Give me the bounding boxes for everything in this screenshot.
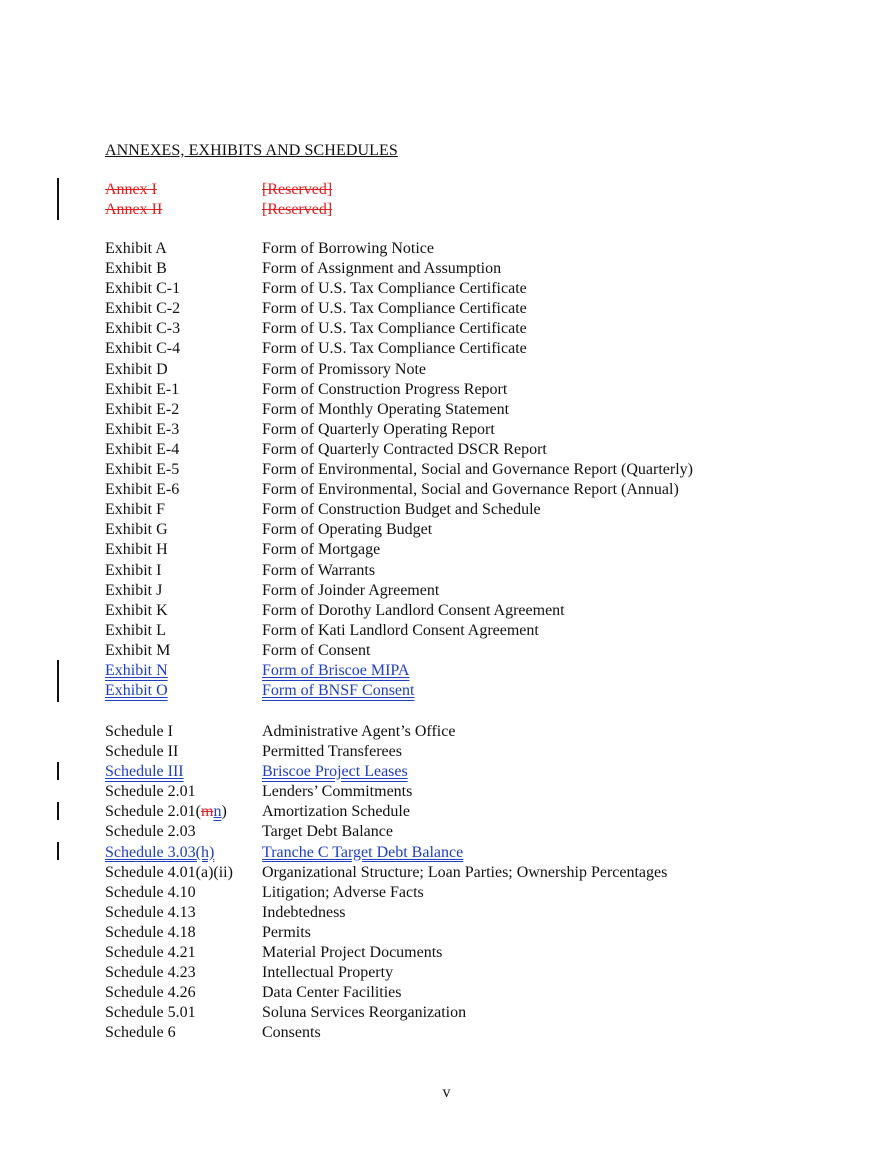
annex-id: Annex I	[105, 181, 157, 198]
schedule-id: Schedule 4.26	[105, 984, 196, 1002]
exhibit-title[interactable]: Form of BNSF Consent	[262, 682, 415, 700]
schedule-id: Schedule II	[105, 743, 179, 761]
schedule-title: Data Center Facilities	[262, 984, 402, 1002]
schedule-id: Schedule 2.01(mn)	[105, 803, 227, 821]
exhibit-title: Form of Dorothy Landlord Consent Agreement	[262, 601, 565, 619]
exhibit-title: Form of Joinder Agreement	[262, 581, 440, 599]
exhibit-id: Exhibit I	[105, 561, 162, 579]
exhibit-title: Form of Promissory Note	[262, 360, 426, 378]
exhibit-title: Form of U.S. Tax Compliance Certificate	[262, 340, 527, 358]
exhibit-id: Exhibit E-4	[105, 440, 180, 458]
exhibit-title: Form of Construction Progress Report	[262, 380, 508, 398]
schedule-id: Schedule 4.13	[105, 903, 196, 921]
inserted-text: n	[213, 803, 222, 821]
exhibit-id[interactable]: Exhibit O	[105, 682, 168, 700]
schedule-id: Schedule 2.03	[105, 823, 196, 841]
schedule-id: Schedule 4.18	[105, 923, 196, 941]
schedule-id: Schedule I	[105, 723, 173, 740]
annex-title: [Reserved]	[262, 201, 333, 219]
exhibit-id: Exhibit E-5	[105, 461, 180, 479]
exhibit-id: Exhibit E-3	[105, 420, 180, 438]
exhibit-title: Form of Construction Budget and Schedule	[262, 501, 541, 519]
exhibit-id: Exhibit J	[105, 581, 163, 599]
change-bar	[57, 178, 59, 220]
exhibit-title: Form of Assignment and Assumption	[262, 260, 502, 278]
exhibit-title: Form of Environmental, Social and Governance Report (Quarterly)	[262, 461, 693, 479]
exhibit-id[interactable]: Exhibit N	[105, 661, 168, 679]
annex-title: [Reserved]	[262, 181, 333, 198]
exhibit-id: Exhibit C-2	[105, 300, 181, 318]
schedule-title: Administrative Agent’s Office	[262, 723, 456, 740]
page-title: ANNEXES, EXHIBITS AND SCHEDULES	[105, 142, 398, 159]
schedule-title: Consents	[262, 1024, 321, 1042]
schedule-id: Schedule 4.21	[105, 944, 196, 962]
exhibit-id: Exhibit E-6	[105, 481, 180, 499]
schedule-title: Target Debt Balance	[262, 823, 393, 841]
exhibit-title: Form of Operating Budget	[262, 521, 433, 539]
exhibit-id: Exhibit G	[105, 521, 168, 539]
exhibit-id: Exhibit A	[105, 240, 167, 257]
schedule-title: Amortization Schedule	[262, 803, 410, 821]
exhibit-id: Exhibit C-4	[105, 340, 181, 358]
exhibit-title: Form of U.S. Tax Compliance Certificate	[262, 320, 527, 338]
exhibit-title: Form of Warrants	[262, 561, 376, 579]
exhibit-id: Exhibit C-1	[105, 280, 181, 298]
deleted-text: m	[200, 803, 214, 821]
schedule-id: Schedule 4.01(a)(ii)	[105, 863, 233, 881]
exhibit-id: Exhibit C-3	[105, 320, 181, 338]
exhibit-id: Exhibit E-2	[105, 400, 180, 418]
exhibit-id: Exhibit B	[105, 260, 167, 278]
schedule-title: Soluna Services Reorganization	[262, 1004, 467, 1022]
schedule-title[interactable]: Tranche C Target Debt Balance	[262, 843, 464, 861]
exhibit-id: Exhibit H	[105, 541, 168, 559]
schedule-title: Lenders’ Commitments	[262, 783, 413, 801]
change-bar	[57, 842, 59, 860]
schedule-id: Schedule 4.10	[105, 883, 196, 901]
exhibit-id: Exhibit F	[105, 501, 166, 519]
schedule-title: Material Project Documents	[262, 944, 443, 962]
exhibit-title: Form of Kati Landlord Consent Agreement	[262, 621, 539, 639]
schedule-id[interactable]: Schedule 3.03(h)	[105, 843, 215, 861]
schedule-id[interactable]: Schedule III	[105, 763, 184, 781]
annex-id: Annex II	[105, 201, 163, 219]
exhibit-title: Form of U.S. Tax Compliance Certificate	[262, 300, 527, 318]
exhibit-title[interactable]: Form of Briscoe MIPA	[262, 661, 410, 679]
schedule-title: Litigation; Adverse Facts	[262, 883, 424, 901]
schedule-title[interactable]: Briscoe Project Leases	[262, 763, 408, 781]
exhibit-title: Form of Monthly Operating Statement	[262, 400, 510, 418]
schedule-id: Schedule 4.23	[105, 964, 196, 982]
schedule-id: Schedule 5.01	[105, 1004, 196, 1022]
exhibit-title: Form of Mortgage	[262, 541, 381, 559]
schedule-id: Schedule 6	[105, 1024, 176, 1042]
exhibit-title: Form of U.S. Tax Compliance Certificate	[262, 280, 527, 298]
page-number: v	[442, 1084, 451, 1101]
schedule-title: Indebtedness	[262, 903, 346, 921]
change-bar	[57, 660, 59, 702]
schedule-title: Permits	[262, 923, 311, 941]
exhibit-id: Exhibit E-1	[105, 380, 180, 398]
schedule-id: Schedule 2.01	[105, 783, 196, 801]
schedule-title: Intellectual Property	[262, 964, 394, 982]
change-bar	[57, 762, 59, 780]
exhibit-title: Form of Quarterly Contracted DSCR Report	[262, 440, 547, 458]
schedule-title: Organizational Structure; Loan Parties; Ownership Percentages	[262, 863, 668, 881]
exhibit-id: Exhibit L	[105, 621, 166, 639]
schedule-title: Permitted Transferees	[262, 743, 402, 761]
exhibit-title: Form of Consent	[262, 641, 371, 659]
exhibit-id: Exhibit K	[105, 601, 168, 619]
exhibit-id: Exhibit D	[105, 360, 168, 378]
change-bar	[57, 802, 59, 820]
exhibit-id: Exhibit M	[105, 641, 171, 659]
exhibit-title: Form of Environmental, Social and Governance Report (Annual)	[262, 481, 679, 499]
exhibit-title: Form of Quarterly Operating Report	[262, 420, 495, 438]
exhibit-title: Form of Borrowing Notice	[262, 240, 434, 257]
